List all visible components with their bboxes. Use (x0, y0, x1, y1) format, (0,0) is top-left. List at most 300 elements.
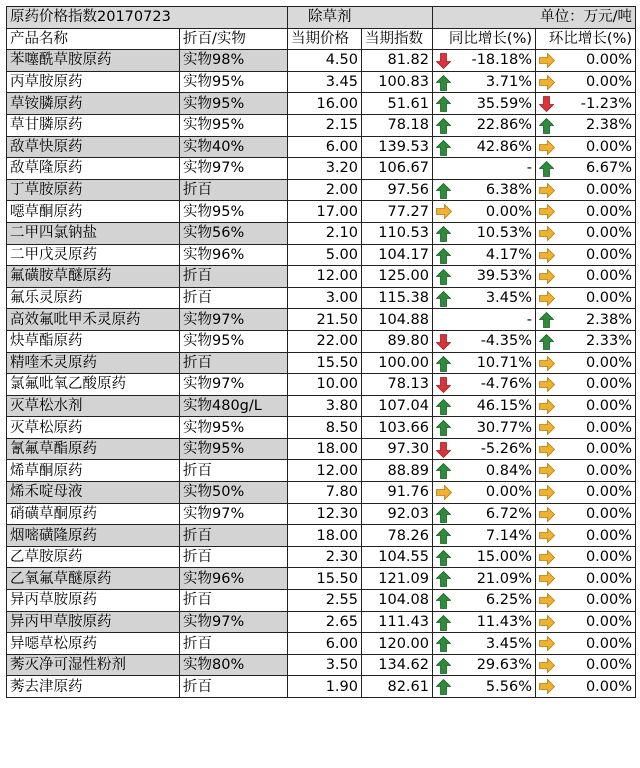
mom-growth: 0.00% (585, 268, 633, 285)
mom-growth: 0.00% (585, 246, 633, 263)
category-label: 除草剂 (288, 7, 433, 29)
current-index-cell (362, 676, 433, 698)
mom-growth: 2.38% (585, 117, 633, 134)
mom-growth: 0.00% (585, 52, 633, 69)
product-spec: 实物96% (183, 570, 245, 587)
product-name-cell (7, 50, 180, 72)
arrow-right-icon (539, 53, 554, 69)
product-name-cell (7, 136, 180, 158)
current-index: 82.61 (387, 678, 429, 695)
product-name-cell (7, 309, 180, 331)
yoy-growth: 3.71% (485, 74, 532, 91)
report-title: 原药价格指数20170723 (7, 7, 288, 29)
current-index: 100.83 (378, 74, 429, 91)
product-spec-cell (180, 568, 288, 590)
current-price: 2.10 (325, 225, 358, 242)
product-name-cell (7, 417, 180, 439)
mom-growth-cell (536, 503, 636, 525)
product-spec: 实物97% (183, 376, 245, 393)
current-price: 7.80 (325, 484, 358, 501)
arrow-right-icon (539, 140, 554, 156)
unit-label: 单位：万元/吨 (433, 7, 636, 29)
yoy-growth: 22.86% (476, 117, 532, 134)
yoy-growth: 46.15% (476, 397, 532, 414)
current-index-cell (362, 201, 433, 223)
product-spec-cell (180, 417, 288, 439)
yoy-growth-cell (433, 50, 536, 72)
yoy-growth: 4.17% (485, 246, 532, 263)
product-name: 草甘膦原药 (10, 117, 83, 134)
table-row (7, 136, 636, 158)
mom-growth: 0.00% (585, 570, 633, 587)
yoy-growth-cell (433, 438, 536, 460)
current-price-cell (288, 201, 362, 223)
current-index-cell (362, 222, 433, 244)
product-name-cell (7, 266, 180, 288)
current-index: 89.80 (387, 333, 429, 350)
current-index: 104.08 (378, 592, 429, 609)
product-name: 灭草松水剂 (10, 397, 83, 414)
arrow-right-icon (539, 658, 554, 674)
mom-growth-cell (536, 244, 636, 266)
product-name: 丁草胺原药 (10, 182, 83, 199)
mom-growth-cell (536, 546, 636, 568)
mom-growth: 0.00% (585, 613, 633, 630)
arrow-right-icon (539, 550, 554, 566)
current-index: 107.04 (378, 397, 429, 414)
current-price-cell (288, 136, 362, 158)
arrow-up-icon (436, 463, 451, 479)
table-row (7, 417, 636, 439)
product-spec-cell (180, 654, 288, 676)
mom-growth: 0.00% (585, 527, 633, 544)
yoy-growth: 0.00% (485, 484, 532, 501)
current-price-cell (288, 482, 362, 504)
arrow-up-icon (436, 615, 451, 631)
product-spec: 实物95% (183, 74, 245, 91)
yoy-growth-cell (433, 503, 536, 525)
product-spec-cell (180, 352, 288, 374)
current-price: 2.00 (325, 182, 358, 199)
yoy-growth-cell (433, 222, 536, 244)
product-name: 烟嘧磺隆原药 (10, 527, 97, 544)
table-row (7, 438, 636, 460)
arrow-right-icon (539, 507, 554, 523)
product-name: 乙氧氟草醚原药 (10, 570, 112, 587)
current-price: 3.45 (325, 74, 358, 91)
mom-growth: 0.00% (585, 462, 633, 479)
current-index: 100.00 (378, 354, 429, 371)
product-name-cell (7, 590, 180, 612)
current-price-cell (288, 611, 362, 633)
table-row (7, 93, 636, 115)
arrow-up-icon (436, 75, 451, 91)
yoy-growth: 0.84% (485, 462, 532, 479)
current-price-cell (288, 222, 362, 244)
table-row (7, 611, 636, 633)
header-product-name: 产品名称 (7, 28, 180, 50)
product-name: 敌草快原药 (10, 138, 83, 155)
yoy-growth-cell (433, 417, 536, 439)
current-price: 12.00 (316, 462, 358, 479)
product-spec: 实物95% (183, 203, 245, 220)
yoy-growth-cell (433, 525, 536, 547)
product-spec: 实物95% (183, 333, 245, 350)
current-price: 18.00 (316, 527, 358, 544)
product-name-cell (7, 93, 180, 115)
arrow-right-icon (539, 636, 554, 652)
current-price-cell (288, 503, 362, 525)
arrow-right-icon (436, 204, 451, 220)
arrow-right-icon (539, 377, 554, 393)
arrow-up-icon (436, 356, 451, 372)
product-name: 氟乐灵原药 (10, 290, 83, 307)
arrow-right-icon (539, 485, 554, 501)
current-price-cell (288, 417, 362, 439)
product-name: 敌草隆原药 (10, 160, 83, 177)
product-spec-cell (180, 590, 288, 612)
current-price: 22.00 (316, 333, 358, 350)
product-spec: 实物50% (183, 484, 245, 501)
current-index-cell (362, 330, 433, 352)
mom-growth: 0.00% (585, 138, 633, 155)
arrow-right-icon (539, 204, 554, 220)
current-price-cell (288, 114, 362, 136)
current-price-cell (288, 287, 362, 309)
current-price: 3.50 (325, 657, 358, 674)
table-row (7, 179, 636, 201)
product-name: 异丙草胺原药 (10, 592, 97, 609)
yoy-growth-cell (433, 633, 536, 655)
product-spec: 实物95% (183, 117, 245, 134)
current-index-cell (362, 633, 433, 655)
arrow-down-icon (436, 377, 451, 393)
current-price-cell (288, 676, 362, 698)
current-index: 78.18 (387, 117, 429, 134)
current-index-cell (362, 244, 433, 266)
mom-growth: 2.38% (585, 311, 633, 328)
product-name-cell (7, 503, 180, 525)
current-price: 6.00 (325, 635, 358, 652)
product-name-cell (7, 287, 180, 309)
current-index-cell (362, 114, 433, 136)
current-index: 91.76 (387, 484, 429, 501)
yoy-growth-cell (433, 136, 536, 158)
product-name-cell (7, 482, 180, 504)
yoy-growth: 5.56% (485, 678, 532, 695)
header-row (7, 28, 636, 50)
table-row (7, 330, 636, 352)
current-index: 106.67 (378, 160, 429, 177)
current-index-cell (362, 460, 433, 482)
current-index: 104.88 (378, 311, 429, 328)
mom-growth-cell (536, 201, 636, 223)
product-spec: 折百 (183, 592, 212, 609)
table-row (7, 266, 636, 288)
table-row (7, 374, 636, 396)
arrow-up-icon (436, 507, 451, 523)
table-row (7, 503, 636, 525)
mom-growth-cell (536, 222, 636, 244)
table-row (7, 50, 636, 72)
product-spec-cell (180, 93, 288, 115)
arrow-right-icon (539, 183, 554, 199)
current-index: 121.09 (378, 570, 429, 587)
product-spec: 折百 (183, 354, 212, 371)
product-name: 噁草酮原药 (10, 203, 83, 220)
trend-arrow-icon (436, 161, 451, 177)
product-spec: 实物56% (183, 225, 245, 242)
product-name-cell (7, 611, 180, 633)
mom-growth-cell (536, 266, 636, 288)
arrow-right-icon (539, 356, 554, 372)
current-index: 139.53 (378, 138, 429, 155)
product-spec: 实物96% (183, 246, 245, 263)
mom-growth-cell (536, 114, 636, 136)
header-mom-growth: 环比增长(%) (536, 28, 636, 50)
product-spec-cell (180, 525, 288, 547)
header-spec: 折百/实物 (180, 28, 288, 50)
table-row (7, 676, 636, 698)
product-spec-cell (180, 50, 288, 72)
product-name: 丙草胺原药 (10, 74, 83, 91)
product-spec: 折百 (183, 182, 212, 199)
product-name-cell (7, 654, 180, 676)
yoy-growth: 10.53% (476, 225, 532, 242)
product-name: 氰氟草酯原药 (10, 441, 97, 458)
product-spec-cell (180, 460, 288, 482)
yoy-growth: - (526, 160, 532, 177)
product-spec: 实物95% (183, 419, 245, 436)
current-price: 16.00 (316, 95, 358, 112)
product-name-cell (7, 460, 180, 482)
yoy-growth: 6.72% (485, 505, 532, 522)
mom-growth: 0.00% (585, 397, 633, 414)
table-row (7, 71, 636, 93)
current-index-cell (362, 590, 433, 612)
mom-growth-cell (536, 309, 636, 331)
current-price-cell (288, 395, 362, 417)
mom-growth: 0.00% (585, 376, 633, 393)
product-spec-cell (180, 309, 288, 331)
product-spec: 折百 (183, 549, 212, 566)
mom-growth-cell (536, 417, 636, 439)
product-name: 异噁草松原药 (10, 635, 97, 652)
trend-arrow-icon (436, 312, 451, 328)
yoy-growth-cell (433, 309, 536, 331)
yoy-growth: -4.76% (480, 376, 532, 393)
current-price: 2.15 (325, 117, 358, 134)
arrow-up-icon (436, 291, 451, 307)
table-row (7, 352, 636, 374)
product-spec-cell (180, 395, 288, 417)
current-index: 78.13 (387, 376, 429, 393)
mom-growth: 0.00% (585, 635, 633, 652)
mom-growth-cell (536, 71, 636, 93)
current-price-cell (288, 654, 362, 676)
header-current-index: 当期指数 (362, 28, 433, 50)
current-price-cell (288, 158, 362, 180)
product-spec: 折百 (183, 268, 212, 285)
mom-growth: 0.00% (585, 657, 633, 674)
product-spec: 折百 (183, 635, 212, 652)
product-name: 硝磺草酮原药 (10, 505, 97, 522)
product-spec-cell (180, 374, 288, 396)
yoy-growth: 11.43% (476, 613, 532, 630)
current-price: 3.00 (325, 290, 358, 307)
mom-growth: 0.00% (585, 441, 633, 458)
mom-growth: 0.00% (585, 225, 633, 242)
current-index-cell (362, 374, 433, 396)
yoy-growth-cell (433, 482, 536, 504)
yoy-growth-cell (433, 546, 536, 568)
current-index: 115.38 (378, 290, 429, 307)
table-row (7, 222, 636, 244)
product-spec-cell (180, 676, 288, 698)
arrow-up-icon (436, 593, 451, 609)
product-spec-cell (180, 136, 288, 158)
table-row (7, 395, 636, 417)
product-name-cell (7, 438, 180, 460)
product-spec-cell (180, 158, 288, 180)
mom-growth-cell (536, 158, 636, 180)
header-current-price: 当期价格 (288, 28, 362, 50)
current-index-cell (362, 309, 433, 331)
mom-growth: 0.00% (585, 203, 633, 220)
product-name-cell (7, 114, 180, 136)
current-index-cell (362, 266, 433, 288)
table-row (7, 244, 636, 266)
mom-growth: 0.00% (585, 354, 633, 371)
current-price-cell (288, 330, 362, 352)
yoy-growth-cell (433, 93, 536, 115)
mom-growth-cell (536, 352, 636, 374)
product-name-cell (7, 395, 180, 417)
current-index: 110.53 (378, 225, 429, 242)
mom-growth-cell (536, 93, 636, 115)
product-spec-cell (180, 114, 288, 136)
arrow-up-icon (539, 312, 554, 328)
product-name-cell (7, 158, 180, 180)
current-index-cell (362, 417, 433, 439)
arrow-right-icon (539, 528, 554, 544)
current-price-cell (288, 179, 362, 201)
current-price: 2.30 (325, 549, 358, 566)
mom-growth-cell (536, 50, 636, 72)
table-row (7, 309, 636, 331)
current-price-cell (288, 590, 362, 612)
product-spec-cell (180, 244, 288, 266)
product-name-cell (7, 330, 180, 352)
arrow-right-icon (539, 679, 554, 695)
yoy-growth-cell (433, 114, 536, 136)
current-index-cell (362, 287, 433, 309)
current-index: 97.30 (387, 441, 429, 458)
arrow-up-icon (436, 420, 451, 436)
product-spec: 实物95% (183, 441, 245, 458)
current-price-cell (288, 352, 362, 374)
product-name-cell (7, 222, 180, 244)
product-name-cell (7, 179, 180, 201)
current-price-cell (288, 438, 362, 460)
product-name-cell (7, 525, 180, 547)
arrow-right-icon (539, 248, 554, 264)
arrow-right-icon (539, 615, 554, 631)
current-price: 4.50 (325, 52, 358, 69)
yoy-growth: 30.77% (476, 419, 532, 436)
current-price: 3.80 (325, 397, 358, 414)
yoy-growth-cell (433, 287, 536, 309)
current-index: 77.27 (387, 203, 429, 220)
arrow-right-icon (539, 399, 554, 415)
current-index: 104.55 (378, 549, 429, 566)
arrow-up-icon (436, 248, 451, 264)
current-price: 12.00 (316, 268, 358, 285)
arrow-down-icon (436, 334, 451, 350)
mom-growth-cell (536, 287, 636, 309)
current-price-cell (288, 266, 362, 288)
product-spec: 实物40% (183, 138, 245, 155)
table-row (7, 654, 636, 676)
product-spec-cell (180, 179, 288, 201)
current-index-cell (362, 136, 433, 158)
yoy-growth-cell (433, 654, 536, 676)
mom-growth-cell (536, 525, 636, 547)
arrow-down-icon (436, 53, 451, 69)
current-price: 3.20 (325, 160, 358, 177)
product-spec: 实物95% (183, 95, 245, 112)
current-price: 6.00 (325, 138, 358, 155)
yoy-growth: 3.45% (485, 290, 532, 307)
current-price-cell (288, 633, 362, 655)
product-name: 莠去津原药 (10, 678, 83, 695)
table-row (7, 568, 636, 590)
arrow-right-icon (539, 571, 554, 587)
arrow-down-icon (539, 96, 554, 112)
current-index: 104.17 (378, 246, 429, 263)
yoy-growth-cell (433, 395, 536, 417)
arrow-up-icon (436, 269, 451, 285)
product-spec-cell (180, 222, 288, 244)
herbicide-price-table (6, 6, 636, 698)
current-index-cell (362, 50, 433, 72)
table-row (7, 201, 636, 223)
current-index-cell (362, 352, 433, 374)
current-price-cell (288, 93, 362, 115)
product-name-cell (7, 352, 180, 374)
product-spec-cell (180, 287, 288, 309)
table-row (7, 633, 636, 655)
product-spec: 实物97% (183, 160, 245, 177)
yoy-growth-cell (433, 374, 536, 396)
mom-growth: 0.00% (585, 549, 633, 566)
yoy-growth-cell (433, 330, 536, 352)
current-index-cell (362, 611, 433, 633)
yoy-growth: -4.35% (480, 333, 532, 350)
mom-growth: 0.00% (585, 678, 633, 695)
yoy-growth-cell (433, 568, 536, 590)
mom-growth-cell (536, 482, 636, 504)
yoy-growth: 21.09% (476, 570, 532, 587)
product-spec-cell (180, 633, 288, 655)
arrow-up-icon (436, 528, 451, 544)
current-price-cell (288, 568, 362, 590)
mom-growth-cell (536, 330, 636, 352)
table-row (7, 158, 636, 180)
mom-growth-cell (536, 676, 636, 698)
product-name: 氟磺胺草醚原药 (10, 268, 112, 285)
arrow-right-icon (539, 75, 554, 91)
